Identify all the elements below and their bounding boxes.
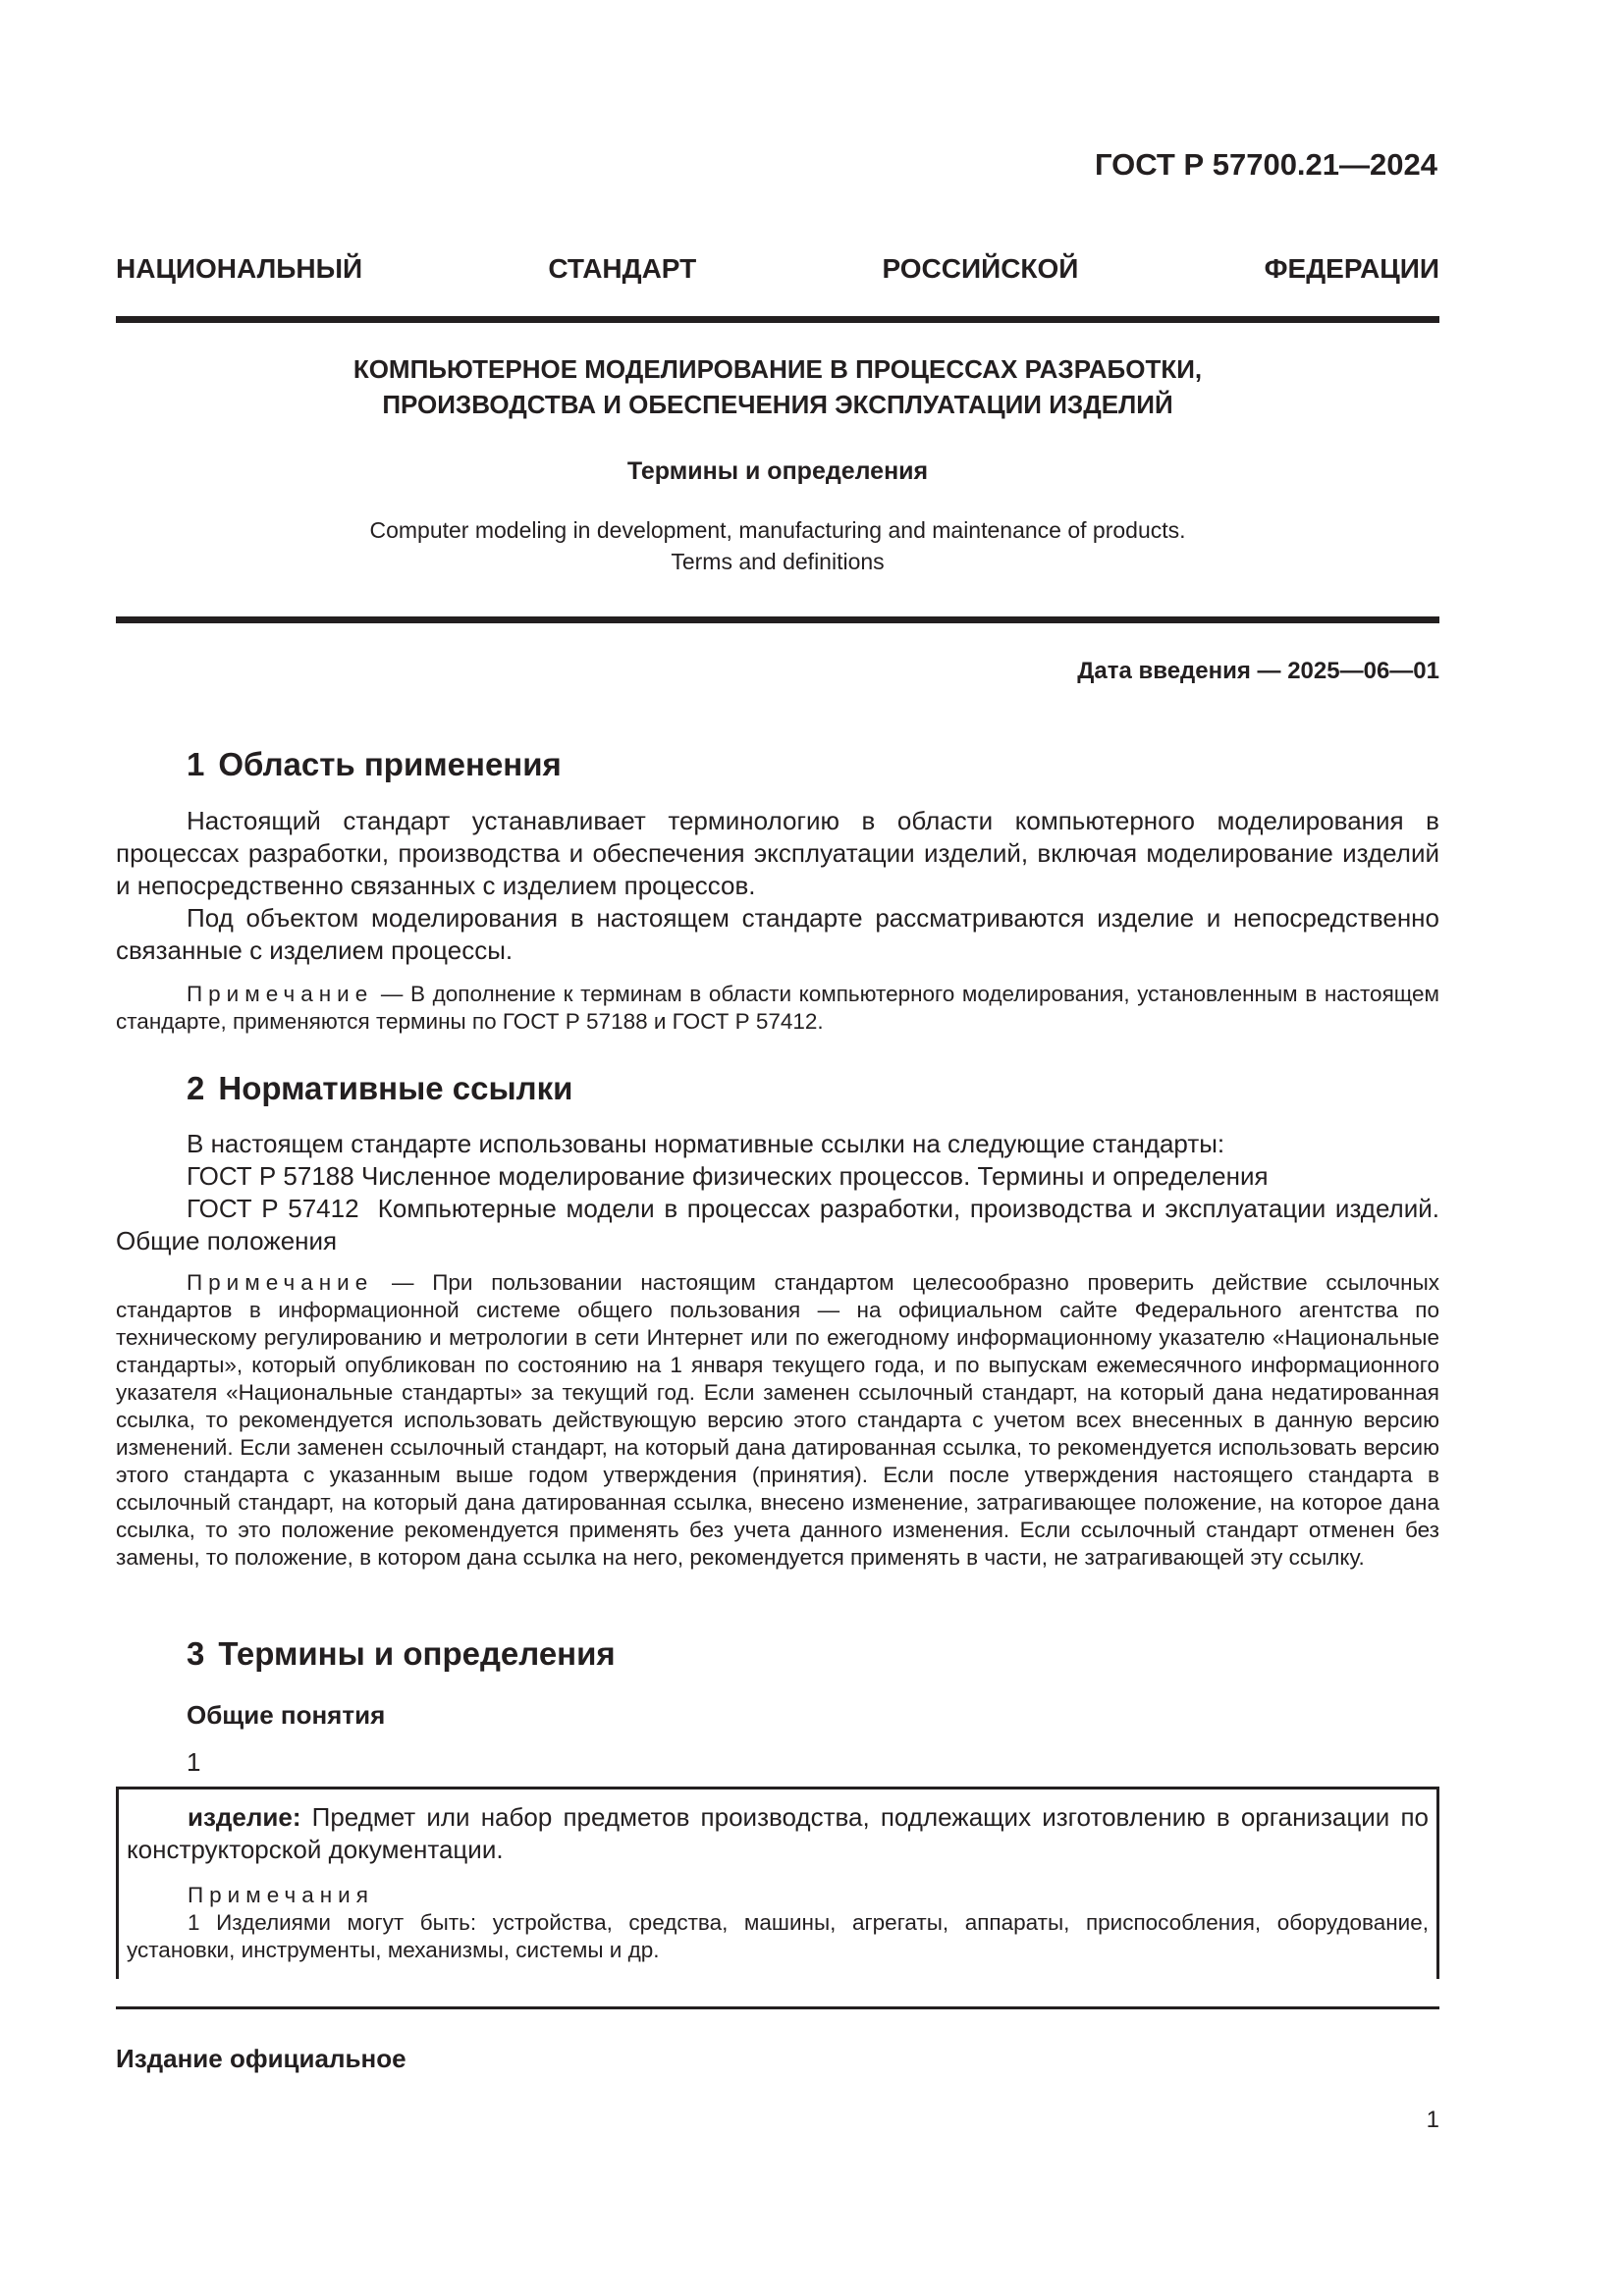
section-2-note-label: Примечание — [187, 1270, 374, 1295]
section-3-subheading: Общие понятия — [187, 1700, 386, 1730]
introduction-date: Дата введения — 2025—06—01 — [1077, 658, 1439, 684]
section-2-heading — [187, 1070, 572, 1107]
section-1-number: 1 — [187, 746, 205, 782]
section-2-note-text: — При пользовании настоящим стандартом целесообразно проверить действие ссылочных стандартов в информационной системе общего пользования — на официальном сайте Федерального агентства по техническому регулированию и метрологии в сети Интернет или по ежегодному информационному указателю «Национальные стандарты», который опубликован по состоянию на 1 января текущего года, и по выпускам ежемесячного информационного указателя «Национальные стандарты» за текущий год. Если заменен ссылочный стандарт, на который дана недатированная ссылка, то рекомендуется использовать действующую версию этого стандарта с учетом всех внесенных в данную версию изменений. Если заменен ссылочный стандарт, на который дана датированная ссылка, то рекомендуется использовать версию этого стандарта с указанным выше годом утверждения (принятия). Если после утверждения настоящего стандарта в ссылочный стандарт, на который дана датированная ссылка, внесено изменение, затрагивающее положение, на которое дана ссылка, то это положение рекомендуется применять без учета данного изменения. Если ссылочный стандарт отменен без замены, то положение, в котором дана ссылка на него, рекомендуется применять в части, не затрагивающей эту ссылку. — [116, 1270, 1439, 1570]
section-3-title: Термины и определения — [218, 1635, 616, 1672]
english-title-line-1: Computer modeling in development, manufacturing and maintenance of products. — [369, 517, 1186, 543]
term-definition: Предмет или набор предметов производства, подлежащих изготовлению в организации по конструкторской документации. — [127, 1802, 1429, 1864]
section-1-title: Область применения — [218, 746, 562, 782]
term-name: изделие: — [188, 1802, 301, 1832]
term-notes-label: Примечания — [188, 1883, 374, 1907]
section-1-body — [116, 805, 1439, 1036]
section-1-note-text: — В дополнение к терминам в области компьютерного моделирования, установленным в настоящем стандарте, применяются термины по ГОСТ Р 57188 и ГОСТ Р 57412. — [116, 982, 1439, 1034]
term-note-1: 1 Изделиями могут быть: устройства, средства, машины, агрегаты, аппараты, приспособления, оборудование, установки, инструменты, механизмы, системы и др. — [127, 1910, 1429, 1962]
footer-divider — [116, 2006, 1439, 2009]
title-line-1: КОМПЬЮТЕРНОЕ МОДЕЛИРОВАНИЕ В ПРОЦЕССАХ РАЗРАБОТКИ, — [352, 354, 1203, 384]
english-title-line-2: Terms and definitions — [671, 549, 885, 574]
section-2-title: Нормативные ссылки — [218, 1070, 573, 1106]
term-definition-box — [116, 1787, 1439, 1979]
national-standard-banner: НАЦИОНАЛЬНЫЙ СТАНДАРТ РОССИЙСКОЙ ФЕДЕРАЦИИ — [116, 253, 1439, 284]
section-2-paragraph-1: В настоящем стандарте использованы нормативные ссылки на следующие стандарты: — [187, 1129, 1225, 1158]
section-1-paragraph-2: Под объектом моделирования в настоящем стандарте рассматриваются изделие и непосредственно связанные с изделием процессы. — [116, 903, 1439, 965]
document-subtitle: Термины и определения — [626, 457, 929, 485]
section-1-heading — [187, 746, 562, 783]
normative-reference-2: ГОСТ Р 57412 Компьютерные модели в процессах разработки, производства и эксплуатации изделий. Общие положения — [116, 1194, 1447, 1255]
section-1-paragraph-1: Настоящий стандарт устанавливает терминологию в области компьютерного моделирования в процессах разработки, производства и обеспечения эксплуатации изделий, включая моделирование изделий и непосредственно связанных с изделием процессов. — [116, 806, 1439, 900]
section-1-note — [116, 981, 1439, 1036]
document-title — [116, 351, 1439, 422]
english-title — [116, 514, 1439, 577]
term-number: 1 — [187, 1747, 201, 1777]
section-3-number: 3 — [187, 1635, 205, 1672]
normative-reference-1: ГОСТ Р 57188 Численное моделирование физических процессов. Термины и определения — [187, 1161, 1269, 1191]
section-2-number: 2 — [187, 1070, 205, 1106]
term-entry — [127, 1801, 1429, 1866]
title-line-2: ПРОИЗВОДСТВА И ОБЕСПЕЧЕНИЯ ЭКСПЛУАТАЦИИ ИЗДЕЛИЙ — [382, 390, 1173, 419]
page-number: 1 — [1426, 2107, 1439, 2133]
official-edition-label: Издание официальное — [116, 2044, 406, 2073]
header-divider — [116, 316, 1439, 323]
section-3-heading — [187, 1635, 616, 1673]
document-code: ГОСТ Р 57700.21—2024 — [1095, 147, 1437, 182]
section-2-body — [116, 1128, 1447, 1572]
title-divider — [116, 616, 1439, 623]
section-1-note-label: Примечание — [187, 982, 374, 1006]
section-2-note — [116, 1269, 1439, 1572]
